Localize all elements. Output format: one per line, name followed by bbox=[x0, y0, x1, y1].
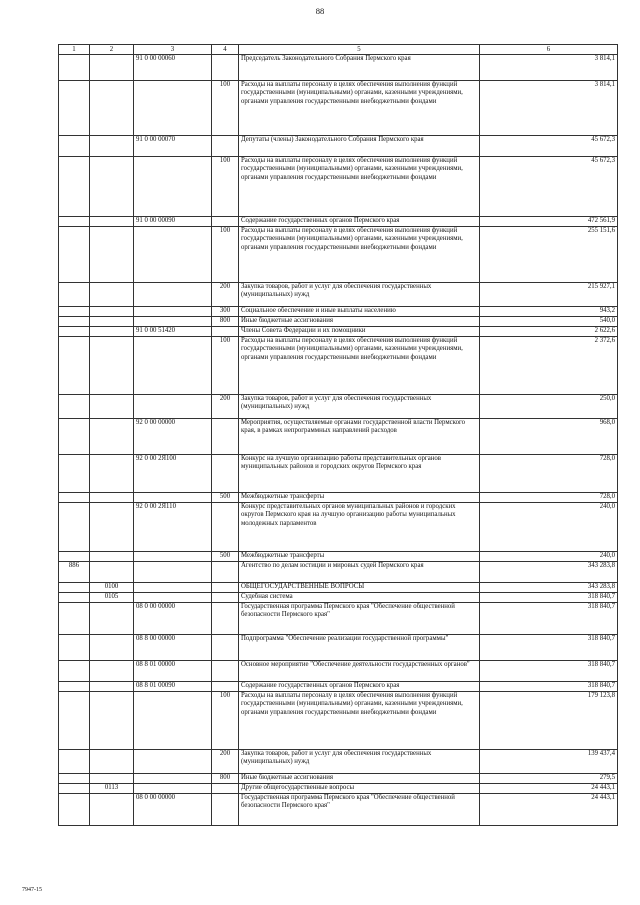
header-col-3: 3 bbox=[134, 45, 212, 55]
section-code bbox=[90, 455, 134, 493]
section-code bbox=[90, 562, 134, 583]
target-article-code: 91 0 00 00070 bbox=[134, 136, 212, 157]
table-row bbox=[59, 307, 618, 317]
section-code bbox=[90, 692, 134, 750]
amount: 2 372,6 bbox=[480, 337, 618, 395]
target-article-code bbox=[134, 562, 212, 583]
amount: 318 840,7 bbox=[480, 593, 618, 603]
table-row bbox=[59, 552, 618, 562]
expense-type-code bbox=[212, 635, 239, 661]
amount: 3 814,1 bbox=[480, 55, 618, 81]
page-number: 88 bbox=[315, 6, 325, 16]
table-body bbox=[59, 55, 618, 826]
table-row bbox=[59, 562, 618, 583]
item-description: Межбюджетные трансферты bbox=[239, 493, 480, 503]
ministry-code bbox=[59, 136, 90, 157]
table-row bbox=[59, 455, 618, 493]
expense-type-code bbox=[212, 661, 239, 682]
table-row bbox=[59, 395, 618, 419]
expense-type-code: 100 bbox=[212, 157, 239, 217]
table-row bbox=[59, 784, 618, 794]
target-article-code bbox=[134, 593, 212, 603]
target-article-code bbox=[134, 307, 212, 317]
footer-code: 7947-15 bbox=[22, 887, 42, 893]
expense-type-code: 800 bbox=[212, 317, 239, 327]
section-code bbox=[90, 307, 134, 317]
item-description: Расходы на выплаты персоналу в целях обеспечения выполнения функций государственными (муниципальными) органами, казенными учреждениями, органами управления государственными внебюджетными фондами bbox=[239, 337, 480, 395]
ministry-code bbox=[59, 603, 90, 635]
ministry-code bbox=[59, 750, 90, 774]
expense-type-code: 500 bbox=[212, 493, 239, 503]
amount: 24 443,1 bbox=[480, 794, 618, 826]
amount: 472 561,9 bbox=[480, 217, 618, 227]
expense-type-code bbox=[212, 562, 239, 583]
expense-type-code bbox=[212, 455, 239, 493]
table-row bbox=[59, 337, 618, 395]
amount: 279,5 bbox=[480, 774, 618, 784]
item-description: Содержание государственных органов Пермского края bbox=[239, 217, 480, 227]
budget-table bbox=[58, 44, 618, 826]
ministry-code bbox=[59, 419, 90, 455]
section-code bbox=[90, 682, 134, 692]
amount: 540,0 bbox=[480, 317, 618, 327]
ministry-code bbox=[59, 337, 90, 395]
table-row bbox=[59, 503, 618, 552]
section-code bbox=[90, 794, 134, 826]
ministry-code bbox=[59, 55, 90, 81]
amount: 139 437,4 bbox=[480, 750, 618, 774]
table-row bbox=[59, 583, 618, 593]
expense-type-code: 100 bbox=[212, 692, 239, 750]
section-code bbox=[90, 217, 134, 227]
table-row bbox=[59, 136, 618, 157]
expense-type-code bbox=[212, 593, 239, 603]
section-code bbox=[90, 327, 134, 337]
expense-type-code bbox=[212, 419, 239, 455]
target-article-code bbox=[134, 692, 212, 750]
ministry-code bbox=[59, 227, 90, 283]
section-code bbox=[90, 227, 134, 283]
expense-type-code: 200 bbox=[212, 283, 239, 307]
section-code bbox=[90, 493, 134, 503]
target-article-code: 08 8 01 00090 bbox=[134, 682, 212, 692]
ministry-code bbox=[59, 307, 90, 317]
expense-type-code bbox=[212, 583, 239, 593]
amount: 968,0 bbox=[480, 419, 618, 455]
target-article-code bbox=[134, 784, 212, 794]
amount: 728,0 bbox=[480, 493, 618, 503]
amount: 45 672,3 bbox=[480, 136, 618, 157]
section-code bbox=[90, 603, 134, 635]
table-row bbox=[59, 774, 618, 784]
section-code bbox=[90, 81, 134, 136]
target-article-code bbox=[134, 157, 212, 217]
expense-type-code bbox=[212, 503, 239, 552]
item-description: Государственная программа Пермского края "Обеспечение общественной безопасности Пермского края" bbox=[239, 794, 480, 826]
table-row bbox=[59, 750, 618, 774]
ministry-code bbox=[59, 794, 90, 826]
section-code: 0105 bbox=[90, 593, 134, 603]
table-row bbox=[59, 55, 618, 81]
table-row bbox=[59, 493, 618, 503]
amount: 215 927,1 bbox=[480, 283, 618, 307]
table-row bbox=[59, 593, 618, 603]
item-description: Иные бюджетные ассигнования bbox=[239, 317, 480, 327]
amount: 343 283,8 bbox=[480, 562, 618, 583]
header-col-1: 1 bbox=[59, 45, 90, 55]
target-article-code: 08 0 00 00000 bbox=[134, 794, 212, 826]
table-row bbox=[59, 227, 618, 283]
item-description: Межбюджетные трансферты bbox=[239, 552, 480, 562]
header-col-4: 4 bbox=[212, 45, 239, 55]
item-description: Агентство по делам юстиции и мировых судей Пермского края bbox=[239, 562, 480, 583]
target-article-code bbox=[134, 552, 212, 562]
section-code bbox=[90, 661, 134, 682]
expense-type-code bbox=[212, 327, 239, 337]
expense-type-code: 100 bbox=[212, 81, 239, 136]
target-article-code: 08 0 00 00000 bbox=[134, 603, 212, 635]
section-code bbox=[90, 337, 134, 395]
target-article-code bbox=[134, 317, 212, 327]
table-row bbox=[59, 317, 618, 327]
amount: 179 123,8 bbox=[480, 692, 618, 750]
item-description: Конкурс представительных органов муниципальных районов и городских округов Пермского края на лучшую организацию работы муниципальных молодежных парламентов bbox=[239, 503, 480, 552]
expense-type-code bbox=[212, 136, 239, 157]
header-col-6: 6 bbox=[480, 45, 618, 55]
section-code bbox=[90, 283, 134, 307]
ministry-code bbox=[59, 455, 90, 493]
amount: 318 840,7 bbox=[480, 603, 618, 635]
table-row bbox=[59, 327, 618, 337]
target-article-code: 92 0 00 2Я100 bbox=[134, 455, 212, 493]
amount: 943,2 bbox=[480, 307, 618, 317]
item-description: Основное мероприятие "Обеспечение деятельности государственных органов" bbox=[239, 661, 480, 682]
item-description: Государственная программа Пермского края "Обеспечение общественной безопасности Пермского края" bbox=[239, 603, 480, 635]
expense-type-code bbox=[212, 794, 239, 826]
target-article-code: 91 0 00 00060 bbox=[134, 55, 212, 81]
item-description: Депутаты (члены) Законодательного Собрания Пермского края bbox=[239, 136, 480, 157]
table-row bbox=[59, 603, 618, 635]
expense-type-code: 200 bbox=[212, 395, 239, 419]
section-code bbox=[90, 774, 134, 784]
ministry-code bbox=[59, 317, 90, 327]
amount: 255 151,6 bbox=[480, 227, 618, 283]
item-description: Другие общегосударственные вопросы bbox=[239, 784, 480, 794]
item-description: Расходы на выплаты персоналу в целях обеспечения выполнения функций государственными (муниципальными) органами, казенными учреждениями, органами управления государственными внебюджетными фондами bbox=[239, 81, 480, 136]
target-article-code: 08 8 00 00000 bbox=[134, 635, 212, 661]
item-description: Социальное обеспечение и иные выплаты населению bbox=[239, 307, 480, 317]
expense-type-code bbox=[212, 55, 239, 81]
ministry-code bbox=[59, 661, 90, 682]
item-description: Закупка товаров, работ и услуг для обеспечения государственных (муниципальных) нужд bbox=[239, 395, 480, 419]
header-row bbox=[59, 45, 618, 55]
target-article-code bbox=[134, 337, 212, 395]
item-description: Конкурс на лучшую организацию работы представительных органов муниципальных районов и городских округов Пермского края bbox=[239, 455, 480, 493]
table-row bbox=[59, 419, 618, 455]
amount: 45 672,3 bbox=[480, 157, 618, 217]
amount: 250,0 bbox=[480, 395, 618, 419]
target-article-code bbox=[134, 583, 212, 593]
target-article-code: 08 8 01 00000 bbox=[134, 661, 212, 682]
table-row bbox=[59, 635, 618, 661]
ministry-code bbox=[59, 635, 90, 661]
table-row bbox=[59, 692, 618, 750]
target-article-code bbox=[134, 395, 212, 419]
item-description: Расходы на выплаты персоналу в целях обеспечения выполнения функций государственными (муниципальными) органами, казенными учреждениями, органами управления государственными внебюджетными фондами bbox=[239, 157, 480, 217]
expense-type-code: 200 bbox=[212, 750, 239, 774]
ministry-code bbox=[59, 692, 90, 750]
expense-type-code: 800 bbox=[212, 774, 239, 784]
item-description: Мероприятия, осуществляемые органами государственной власти Пермского края, в рамках непрограммных направлений расходов bbox=[239, 419, 480, 455]
amount: 240,0 bbox=[480, 503, 618, 552]
expense-type-code bbox=[212, 784, 239, 794]
ministry-code bbox=[59, 327, 90, 337]
ministry-code bbox=[59, 493, 90, 503]
section-code bbox=[90, 317, 134, 327]
item-description: Содержание государственных органов Пермского края bbox=[239, 682, 480, 692]
target-article-code bbox=[134, 493, 212, 503]
item-description: Председатель Законодательного Собрания Пермского края bbox=[239, 55, 480, 81]
amount: 24 443,1 bbox=[480, 784, 618, 794]
amount: 240,0 bbox=[480, 552, 618, 562]
item-description: Закупка товаров, работ и услуг для обеспечения государственных (муниципальных) нужд bbox=[239, 750, 480, 774]
ministry-code bbox=[59, 682, 90, 692]
expense-type-code: 500 bbox=[212, 552, 239, 562]
ministry-code bbox=[59, 784, 90, 794]
ministry-code bbox=[59, 583, 90, 593]
expense-type-code bbox=[212, 682, 239, 692]
item-description: Члены Совета Федерации и их помощники bbox=[239, 327, 480, 337]
target-article-code bbox=[134, 750, 212, 774]
target-article-code bbox=[134, 81, 212, 136]
item-description: Подпрограмма "Обеспечение реализации государственной программы" bbox=[239, 635, 480, 661]
amount: 318 840,7 bbox=[480, 635, 618, 661]
section-code bbox=[90, 503, 134, 552]
ministry-code bbox=[59, 395, 90, 419]
amount: 2 622,6 bbox=[480, 327, 618, 337]
ministry-code bbox=[59, 552, 90, 562]
table-row bbox=[59, 283, 618, 307]
section-code bbox=[90, 635, 134, 661]
ministry-code bbox=[59, 217, 90, 227]
section-code bbox=[90, 55, 134, 81]
table-row bbox=[59, 157, 618, 217]
item-description: Расходы на выплаты персоналу в целях обеспечения выполнения функций государственными (муниципальными) органами, казенными учреждениями, органами управления государственными внебюджетными фондами bbox=[239, 227, 480, 283]
table-header bbox=[59, 45, 618, 55]
target-article-code bbox=[134, 283, 212, 307]
amount: 318 840,7 bbox=[480, 682, 618, 692]
amount: 343 283,8 bbox=[480, 583, 618, 593]
ministry-code bbox=[59, 503, 90, 552]
expense-type-code bbox=[212, 217, 239, 227]
section-code: 0100 bbox=[90, 583, 134, 593]
target-article-code bbox=[134, 227, 212, 283]
item-description: Закупка товаров, работ и услуг для обеспечения государственных (муниципальных) нужд bbox=[239, 283, 480, 307]
amount: 318 840,7 bbox=[480, 661, 618, 682]
ministry-code bbox=[59, 774, 90, 784]
section-code bbox=[90, 157, 134, 217]
expense-type-code: 100 bbox=[212, 227, 239, 283]
item-description: Иные бюджетные ассигнования bbox=[239, 774, 480, 784]
item-description: Расходы на выплаты персоналу в целях обеспечения выполнения функций государственными (муниципальными) органами, казенными учреждениями, органами управления государственными внебюджетными фондами bbox=[239, 692, 480, 750]
item-description: Судебная система bbox=[239, 593, 480, 603]
table-row bbox=[59, 661, 618, 682]
table-row bbox=[59, 794, 618, 826]
ministry-code bbox=[59, 593, 90, 603]
ministry-code bbox=[59, 157, 90, 217]
expense-type-code: 100 bbox=[212, 337, 239, 395]
header-col-5: 5 bbox=[239, 45, 480, 55]
item-description: ОБЩЕГОСУДАРСТВЕННЫЕ ВОПРОСЫ bbox=[239, 583, 480, 593]
target-article-code bbox=[134, 774, 212, 784]
section-code: 0113 bbox=[90, 784, 134, 794]
target-article-code: 92 0 00 00000 bbox=[134, 419, 212, 455]
ministry-code bbox=[59, 283, 90, 307]
amount: 728,0 bbox=[480, 455, 618, 493]
ministry-code: 886 bbox=[59, 562, 90, 583]
ministry-code bbox=[59, 81, 90, 136]
target-article-code: 92 0 00 2Я110 bbox=[134, 503, 212, 552]
section-code bbox=[90, 750, 134, 774]
table-row bbox=[59, 81, 618, 136]
section-code bbox=[90, 419, 134, 455]
section-code bbox=[90, 136, 134, 157]
table-row bbox=[59, 217, 618, 227]
expense-type-code bbox=[212, 603, 239, 635]
expense-type-code: 300 bbox=[212, 307, 239, 317]
target-article-code: 91 0 00 51420 bbox=[134, 327, 212, 337]
section-code bbox=[90, 552, 134, 562]
table-row bbox=[59, 682, 618, 692]
target-article-code: 91 0 00 00090 bbox=[134, 217, 212, 227]
amount: 3 814,1 bbox=[480, 81, 618, 136]
section-code bbox=[90, 395, 134, 419]
header-col-2: 2 bbox=[90, 45, 134, 55]
